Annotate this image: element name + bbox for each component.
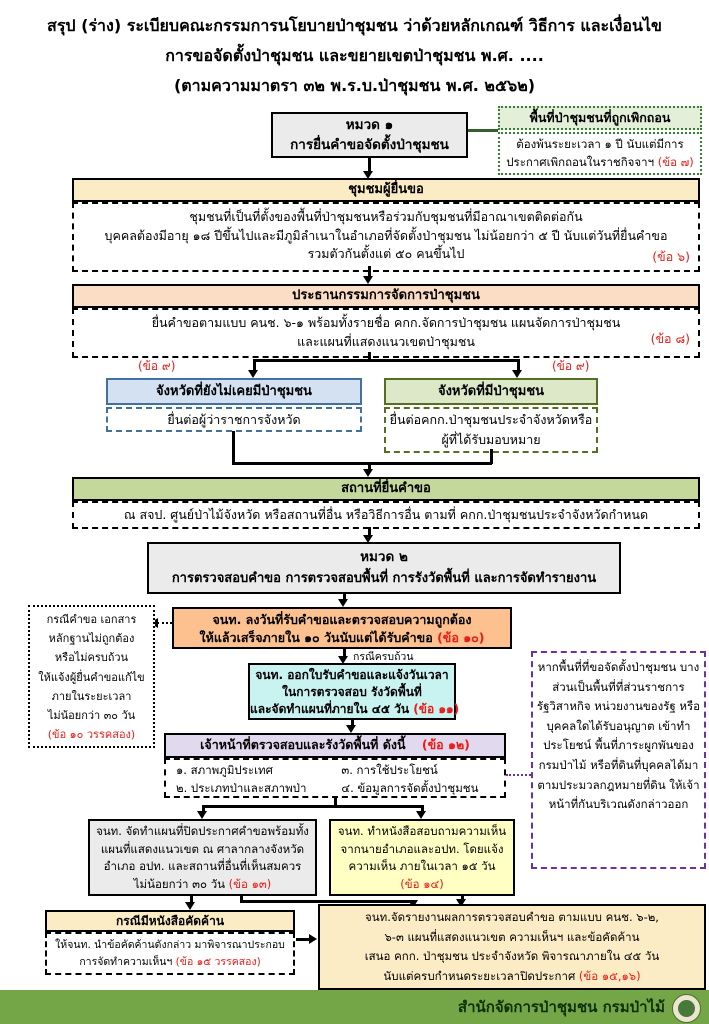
clause-14-ref: (ข้อ ๑๔) [400, 876, 444, 891]
receive-check-box [172, 607, 512, 649]
issue-receipt-line3: และจัดทำแผนที่ภายใน ๔๕ วัน (ข้อ ๑๑) [250, 702, 460, 716]
province-has-box [384, 378, 598, 453]
arrow-chapter2-receive-head [338, 599, 348, 607]
objection-line1: ให้จนท. นำข้อคัดค้านดังกล่าว มาพิจารณาประกอบ [55, 939, 285, 951]
report-line4: นับแต่ครบกำหนดระยะเวลาปิดประกาศ (ข้อ ๑๕,๑๖) [383, 968, 641, 983]
arrow-receipt-survey-head [346, 725, 356, 733]
complete-case-label: กรณีครบถ้วน [353, 651, 414, 663]
clause-10-2-ref: (ข้อ ๑๐ วรรคสอง) [47, 728, 136, 742]
province-new-header: จังหวัดที่ยังไม่เคยมีป่าชุมชน [106, 378, 362, 405]
place-header: สถานที่ยื่นคำขอ [72, 477, 700, 501]
chapter2-box [147, 542, 621, 594]
receive-check-line2: ให้แล้วเสร็จภายใน ๑๐ วันนับแต่ได้รับคำขอ (ข้อ ๑๐) [199, 630, 485, 645]
chapter1-box [271, 112, 468, 158]
applicant-line2: บุคคลต้องมีอายุ ๑๘ ปีขึ้นไปและมีภูมิลำเนาในอำเภอที่จัดตั้งป่าชุมชน ไม่น้อยกว่า ๕ ปี นับแต่วันที่ยื่นคำขอ [104, 227, 668, 243]
post-notice-box [88, 819, 317, 896]
chairman-header: ประธานกรรมการจัดการป่าชุมชน [72, 284, 700, 308]
chairman-section [72, 284, 700, 358]
chapter2-subtitle: การตรวจสอบคำขอ การตรวจสอบพื้นที่ การรังวัดพื้นที่ และการจัดทำรายงาน [171, 571, 597, 586]
chairman-line1: ยื่นคำขอตามแบบ คนช. ๖-๑ พร้อมทั้งรายชื่อ คกก.จัดการป่าชุมชน แผนจัดการป่าชุมชน [151, 315, 621, 330]
page-title-line3: (ตามความมาตรา ๓๒ พ.ร.บ.ป่าชุมชน พ.ศ. ๒๕๖๒) [173, 76, 536, 95]
province-has-header: จังหวัดที่มีป่าชุมชน [384, 378, 598, 405]
survey-checklist-box [164, 758, 506, 798]
issue-receipt-line1: จนท. ออกใบรับคำขอและแจ้งวันเวลา [255, 668, 449, 682]
issue-receipt-box [248, 663, 460, 720]
survey-item-3: ๓. การใช้ประโยชน์ [341, 763, 438, 777]
forest-department-logo [672, 994, 701, 1023]
chapter1-title: หมวด ๑ [345, 117, 394, 133]
place-section [72, 477, 700, 529]
objection-header: กรณีมีหนังสือคัดค้าน [45, 910, 295, 932]
dotted-connector-incomplete [157, 622, 172, 624]
report-box [318, 904, 706, 990]
province-new-box [106, 378, 362, 432]
revoked-area-note [498, 106, 702, 175]
footer-bar [0, 990, 709, 1024]
clause-6-ref: (ข้อ ๖) [652, 249, 690, 265]
incomplete-note-line5: ภายในระยะเวลา [51, 689, 132, 703]
arrow-objection-report-head [309, 934, 317, 944]
applicant-section [72, 178, 700, 272]
post-notice-line2: แผนที่แสดงแนวเขต ณ ศาลากลางจังหวัด [100, 841, 305, 856]
branch-notice-crossbar [202, 805, 423, 808]
arrow-chapter1-applicant-line [368, 158, 371, 172]
merge-crossbar [232, 462, 492, 465]
applicant-line1: ชุมชนที่เป็นที่ตั้งของพื้นที่ป่าชุมชนหรือร่วมกับชุมชนที่มีอาณาเขตติดต่อกัน [189, 209, 583, 224]
survey-header-box: เจ้าหน้าที่ตรวจสอบและรังวัดพื้นที่ ดังนี้ (ข้อ ๑๒) [164, 733, 506, 758]
province-new-body: ยื่นต่อผู้ว่าราชการจังหวัด [106, 407, 362, 432]
chairman-line2: และแผนที่แสดงแนวเขตป่าชุมชน [297, 333, 475, 349]
arrow-ask-opinion-head [416, 811, 426, 819]
clause-8-ref: (ข้อ ๘) [650, 330, 690, 346]
incomplete-note-box [28, 605, 155, 748]
revoked-area-note-body: ต้องพ้นระยะเวลา ๑ ปี นับแต่มีการประกาศเพิกถอนในราชกิจจาฯ (ข้อ ๗) [498, 132, 702, 175]
branch-province-crossbar [253, 359, 519, 362]
province-has-body: ยื่นต่อคกก.ป่าชุมชนประจำจังหวัดหรือผู้ที่ได้รับมอบหมาย [384, 407, 598, 453]
arrow-objection-head [185, 902, 195, 910]
clause-15-2-ref: (ข้อ ๑๕ วรรคสอง) [175, 955, 261, 968]
footer-agency-name: สำนักจัดการป่าชุมชน กรมป่าไม้ [457, 998, 665, 1016]
chapter2-title: หมวด ๒ [360, 549, 408, 565]
arrow-province-has-head [512, 370, 522, 378]
ask-opinion-line1: จนท. ทำหนังสือสอบถามความเห็น [337, 824, 507, 838]
incomplete-note-line1: กรณีคำขอ เอกสาร [46, 613, 137, 626]
post-notice-line4: ไม่น้อยกว่า ๓๐ วัน (ข้อ ๑๓) [133, 876, 272, 891]
incomplete-note-line3: หรือไม่ครบถ้วน [54, 651, 129, 665]
ask-opinion-line3: ความเห็น ภายในเวลา ๑๕ วัน [348, 859, 496, 874]
arrow-applicant-chairman-head [363, 276, 373, 284]
clause-13-ref: (ข้อ ๑๓) [228, 876, 272, 891]
arrow-province-new-head [248, 370, 258, 378]
survey-item-1: ๑. สภาพภูมิประเทศ [176, 763, 273, 777]
receive-check-line1: จนท. ลงวันที่รับคำขอและตรวจสอบความถูกต้อง [212, 612, 472, 627]
ask-opinion-box [329, 819, 515, 896]
ask-opinion-line2: จากนายอำเภอและอปท. โดยแจ้ง [340, 841, 504, 856]
chairman-body [72, 308, 700, 358]
objection-box [45, 910, 295, 975]
report-line1: จนท.จัดรายงานผลการตรวจสอบคำขอ ตามแบบ คนช. ๖-๒, [365, 910, 659, 924]
clause-15-16-ref: (ข้อ ๑๕,๑๖) [578, 968, 641, 983]
connector-revoked-note [468, 129, 498, 132]
connector-report-crossbar [240, 900, 416, 903]
applicant-line3: รวมตัวกันตั้งแต่ ๕๐ คนขึ้นไป [307, 246, 465, 262]
applicant-body [72, 202, 700, 272]
clause-10-ref: (ข้อ ๑๐) [437, 630, 485, 645]
report-line3: เสนอ คกก. ป่าชุมชน ประจำจังหวัด พิจารณาภายใน ๔๕ วัน [364, 949, 660, 963]
forest-department-logo-emblem [678, 1000, 695, 1017]
place-body: ณ สจป. ศูนย์ป่าไม้จังหวัด หรือสถานที่อื่น หรือวิธีการอื่น ตามที่ คกก.ป่าชุมชนประจำจังหวัดกำหนด [72, 501, 700, 529]
page-title-line1: สรุป (ร่าง) ระเบียบคณะกรรมการนโยบายป่าชุมชน ว่าด้วยหลักเกณฑ์ วิธีการ และเงื่อนไข [47, 16, 662, 35]
issue-receipt-line2: ในการตรวจสอบ รังวัดพื้นที่ [282, 685, 422, 699]
survey-item-2: ๒. ประเภทป่าและสภาพป่า [176, 781, 307, 795]
objection-line2: การจัดทำความเห็นฯ (ข้อ ๑๕ วรรคสอง) [79, 955, 261, 968]
revoked-area-note-header: พื้นที่ป่าชุมชนที่ถูกเพิกถอน [498, 106, 702, 130]
merge-left-drop [232, 431, 235, 464]
clause-9-ref-right: (ข้อ ๙) [552, 359, 590, 373]
exclusion-note-box: หากพื้นที่ที่ขอจัดตั้งป่าชุมชน บางส่วนเป็นพื้นที่ที่ส่วนราชการ รัฐวิสาหกิจ หน่วยงานของรัฐ หรือบุคคลใดได้รับอนุญาต เข้าทำประโยชน์ พื้นที่ภาระผูกพันของกรมป่าไม้ หรือที่ดินที่บุคคลได้มาตามประมวลกฎหมายที่ดิน ให้เจ้าหน้าที่กันบริเวณดังกล่าวออก [531, 651, 706, 869]
report-line2: ๖-๓ แผนที่แสดงแนวเขต ความเห็นฯ และข้อคัดค้าน [384, 929, 640, 944]
clause-9-ref-left: (ข้อ ๙) [138, 359, 176, 373]
clause-12-ref: (ข้อ ๑๒) [421, 737, 470, 752]
incomplete-note-line4: ให้แจ้งผู้ยื่นคำขอแก้ไข [38, 670, 145, 684]
objection-body [45, 932, 295, 975]
applicant-header: ชุมชมผู้ยื่นขอ [72, 178, 700, 202]
arrow-place-head [363, 469, 373, 477]
clause-7-ref: (ข้อ ๗) [657, 154, 694, 169]
arrow-post-notice-head [197, 811, 207, 819]
incomplete-note-line2: หลักฐานไม่ถูกต้อง [48, 632, 135, 646]
post-notice-line1: จนท. จัดทำแผนที่ปิดประกาศคำขอพร้อมทั้ง [96, 824, 309, 838]
survey-item-4: ๔. ข้อมูลการจัดตั้งป่าชุมชน [341, 781, 479, 795]
page-title-line2: การขอจัดตั้งป่าชุมชน และขยายเขตป่าชุมชน พ.ศ. .... [165, 46, 544, 65]
dotted-connector-exclusion [506, 774, 531, 776]
post-notice-line3: อำเภอ อปท. และสถานที่อื่นที่เห็นสมควร [103, 859, 302, 874]
incomplete-note-line6: ไม่น้อยกว่า ๓๐ วัน [47, 709, 136, 723]
clause-11-ref: (ข้อ ๑๑) [413, 702, 460, 716]
chapter1-subtitle: การยื่นคำขอจัดตั้งป่าชุมชน [290, 137, 449, 153]
